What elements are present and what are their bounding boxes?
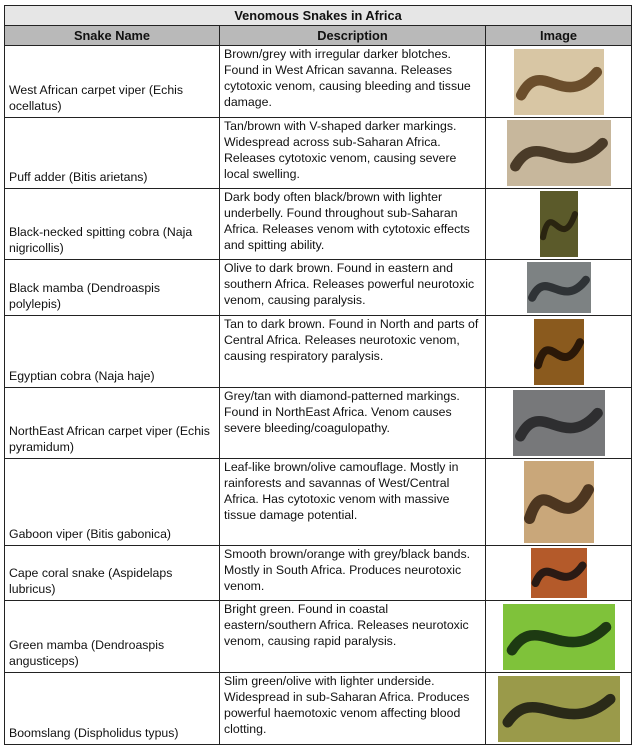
snake-name: Egyptian cobra (Naja haje) [5, 316, 220, 388]
snake-description: Grey/tan with diamond-patterned markings. Found in NorthEast Africa. Venom causes severe bleeding/coagulopathy. [220, 388, 486, 459]
table-row [5, 260, 632, 316]
table-row [5, 316, 632, 388]
snake-table-wrapper [4, 5, 632, 745]
snake-description: Brown/grey with irregular darker blotches. Found in West African savanna. Releases cytotoxic venom, causing bleeding and tissue damage. [220, 46, 486, 118]
boomslang-photo-icon [498, 676, 620, 742]
green-mamba-photo-icon [503, 604, 615, 670]
coral-snake-photo-icon [531, 548, 587, 598]
table-row [5, 46, 632, 118]
table-row [5, 189, 632, 260]
table-row [5, 546, 632, 601]
snake-name: Puff adder (Bitis arietans) [5, 118, 220, 189]
snake-description: Bright green. Found in coastal eastern/southern Africa. Releases neurotoxic venom, causing rapid paralysis. [220, 601, 486, 673]
table-row [5, 459, 632, 546]
black-mamba-photo-icon [527, 262, 591, 313]
header-description: Description [220, 26, 486, 46]
header-snake-name: Snake Name [5, 26, 220, 46]
header-image: Image [486, 26, 632, 46]
table-row [5, 388, 632, 459]
snake-description: Tan to dark brown. Found in North and parts of Central Africa. Releases neurotoxic venom, causing respiratory paralysis. [220, 316, 486, 388]
snake-description: Leaf-like brown/olive camouflage. Mostly in rainforests and savannas of West/Central Africa. Has cytotoxic venom with massive tissue damage potential. [220, 459, 486, 546]
spitting-cobra-photo-icon [540, 191, 578, 257]
snake-description: Slim green/olive with lighter underside. Widespread in sub-Saharan Africa. Produces powerful haemotoxic venom affecting blood clotting. [220, 673, 486, 745]
table-row [5, 673, 632, 745]
snake-name: Green mamba (Dendroaspis angusticeps) [5, 601, 220, 673]
snake-description: Tan/brown with V-shaped darker markings. Widespread across sub-Saharan Africa. Releases cytotoxic venom, causing severe local swelling. [220, 118, 486, 189]
snake-description: Olive to dark brown. Found in eastern and southern Africa. Releases powerful neurotoxic venom, causing paralysis. [220, 260, 486, 316]
snake-name: Gaboon viper (Bitis gabonica) [5, 459, 220, 546]
egyptian-cobra-photo-icon [534, 319, 584, 385]
carpet-viper-photo-icon [514, 49, 604, 115]
ne-carpet-viper-photo-icon [513, 390, 605, 456]
table-title: Venomous Snakes in Africa [5, 6, 632, 26]
snake-table [4, 5, 632, 745]
table-row [5, 118, 632, 189]
snake-name: Black-necked spitting cobra (Naja nigricollis) [5, 189, 220, 260]
puff-adder-photo-icon [507, 120, 611, 186]
snake-name: NorthEast African carpet viper (Echis pyramidum) [5, 388, 220, 459]
gaboon-viper-photo-icon [524, 461, 594, 543]
snake-name: Cape coral snake (Aspidelaps lubricus) [5, 546, 220, 601]
snake-description: Dark body often black/brown with lighter underbelly. Found throughout sub-Saharan Africa. Releases venom with cytotoxic effects and spitting ability. [220, 189, 486, 260]
snake-name: Black mamba (Dendroaspis polylepis) [5, 260, 220, 316]
snake-name: West African carpet viper (Echis ocellatus) [5, 46, 220, 118]
table-row [5, 601, 632, 673]
snake-description: Smooth brown/orange with grey/black bands. Mostly in South Africa. Produces neurotoxic venom. [220, 546, 486, 601]
snake-name: Boomslang (Dispholidus typus) [5, 673, 220, 745]
